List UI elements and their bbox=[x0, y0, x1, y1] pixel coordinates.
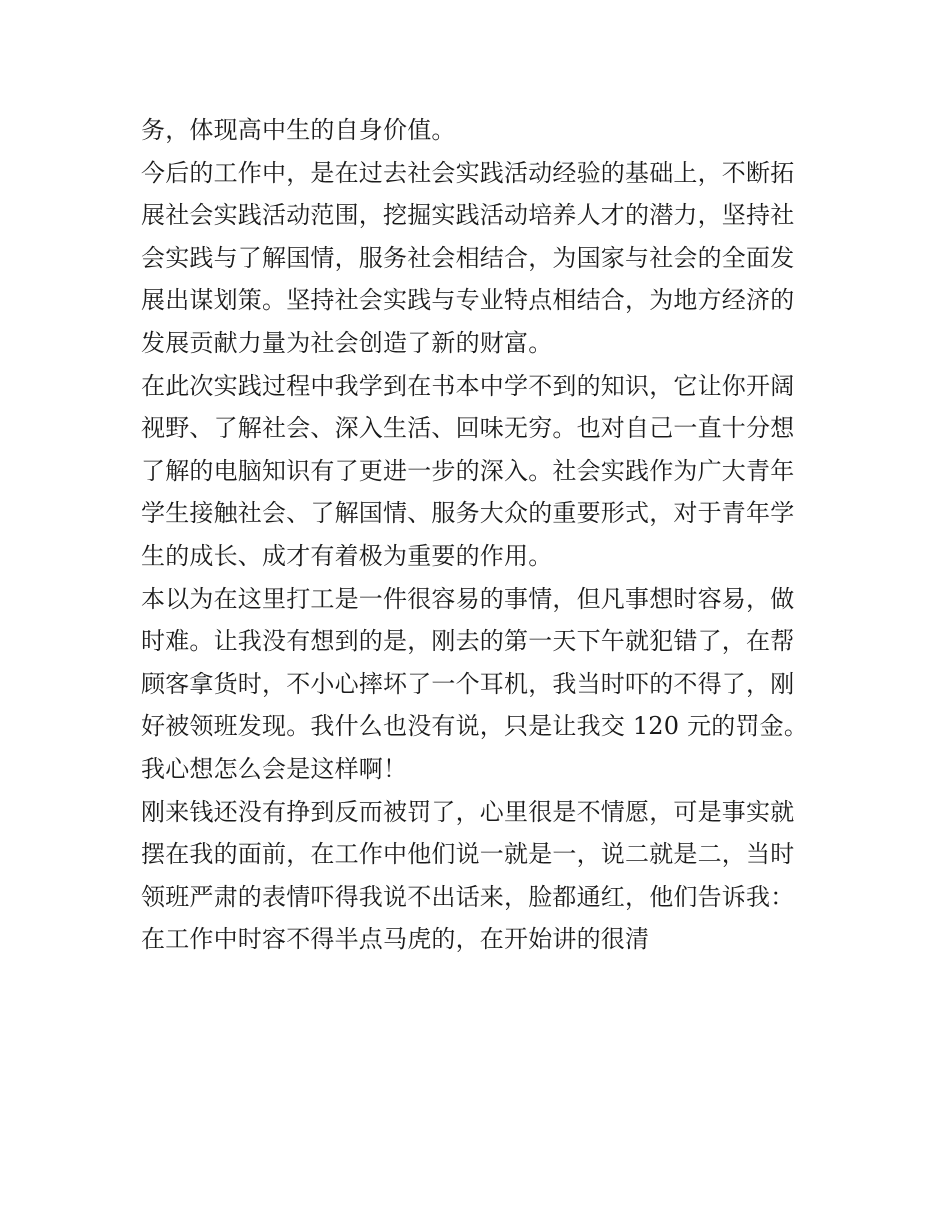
text-line: 今后的工作中，是在过去社会实践活动经验的基础上，不断拓 bbox=[141, 158, 795, 187]
document-body bbox=[141, 109, 813, 961]
text-line: 领班严肃的表情吓得我说不出话来，脸都通红，他们告诉我： bbox=[141, 882, 795, 911]
text-line: 好被领班发现。我什么也没有说，只是让我交 120 元的罚金。 bbox=[141, 712, 809, 741]
text-line: 会实践与了解国情，服务社会相结合，为国家与社会的全面发 bbox=[141, 243, 795, 272]
text-line: 展社会实践活动范围，挖掘实践活动培养人才的潜力，坚持社 bbox=[141, 201, 795, 230]
text-line: 生的成长、成才有着极为重要的作用。 bbox=[141, 541, 553, 570]
text-line: 学生接触社会、了解国情、服务大众的重要形式，对于青年学 bbox=[141, 499, 795, 528]
text-line: 刚来钱还没有挣到反而被罚了，心里很是不情愿，可是事实就 bbox=[141, 797, 795, 826]
text-line: 本以为在这里打工是一件很容易的事情，但凡事想时容易，做 bbox=[141, 584, 795, 613]
text-line: 在此次实践过程中我学到在书本中学不到的知识，它让你开阔 bbox=[141, 371, 795, 400]
text-line: 发展贡献力量为社会创造了新的财富。 bbox=[141, 328, 553, 357]
text-line: 摆在我的面前，在工作中他们说一就是一，说二就是二，当时 bbox=[141, 840, 795, 869]
text-line: 了解的电脑知识有了更进一步的深入。社会实践作为广大青年 bbox=[141, 456, 795, 485]
text-line: 展出谋划策。坚持社会实践与专业特点相结合，为地方经济的 bbox=[141, 286, 795, 315]
text-line: 务，体现高中生的自身价值。 bbox=[141, 116, 456, 144]
text-line: 视野、了解社会、深入生活、回味无穷。也对自己一直十分想 bbox=[141, 414, 795, 443]
text-line: 在工作中时容不得半点马虎的，在开始讲的很清 bbox=[141, 925, 650, 954]
text-line: 顾客拿货时，不小心摔坏了一个耳机，我当时吓的不得了，刚 bbox=[141, 669, 795, 698]
text-line: 我心想怎么会是这样啊！ bbox=[141, 754, 408, 783]
text-line: 时难。让我没有想到的是，刚去的第一天下午就犯错了，在帮 bbox=[141, 627, 795, 656]
